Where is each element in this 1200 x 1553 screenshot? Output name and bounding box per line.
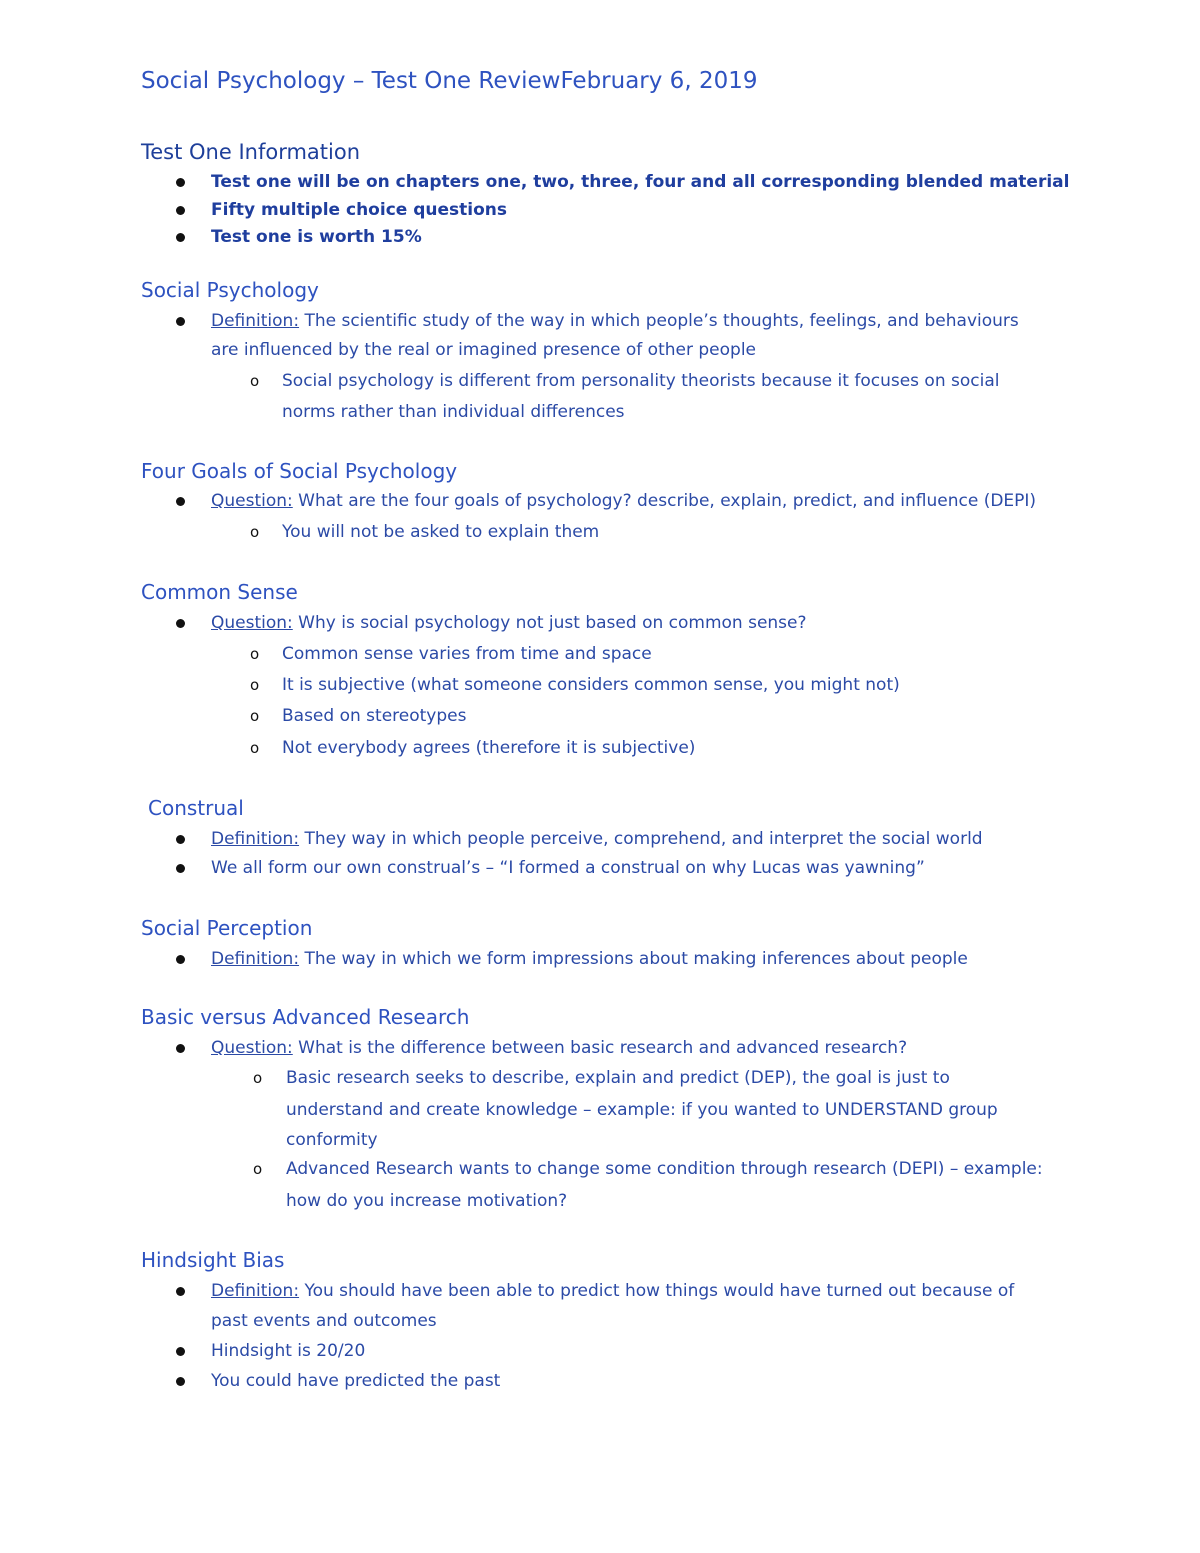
sub-bullet-icon: o [250, 372, 260, 390]
definition-label: Definition: [211, 949, 300, 969]
heading-social-perception: Social Perception [141, 916, 313, 940]
common-sense-question [211, 613, 807, 633]
heading-common-sense: Common Sense [141, 580, 298, 604]
basic-research-note: Basic research seeks to describe, explain and predict (DEP), the goal is just to [286, 1068, 950, 1088]
bullet-icon [176, 1287, 185, 1296]
sub-bullet-icon: o [250, 645, 260, 663]
basic-research-note-cont-1: understand and create knowledge – example: if you wanted to UNDERSTAND group [286, 1100, 998, 1120]
hindsight-definition-cont: past events and outcomes [211, 1311, 437, 1331]
bullet-icon [176, 835, 185, 844]
test-info-item-1: Test one will be on chapters one, two, three, four and all corresponding blended material [211, 172, 1070, 192]
social-psychology-definition-cont: are influenced by the real or imagined presence of other people [211, 340, 756, 360]
four-goals-question [211, 491, 1036, 511]
construal-definition [211, 829, 983, 849]
test-info-item-2: Fifty multiple choice questions [211, 200, 507, 220]
bullet-icon [176, 955, 185, 964]
social-psychology-note-cont: norms rather than individual differences [282, 402, 625, 422]
hindsight-item-2: Hindsight is 20/20 [211, 1341, 366, 1361]
question-text: Why is social psychology not just based on common sense? [292, 613, 807, 633]
social-psychology-definition [211, 311, 1019, 331]
definition-label: Definition: [211, 829, 300, 849]
document-title: Social Psychology – Test One ReviewFebruary 6, 2019 [141, 68, 758, 94]
bullet-icon [176, 864, 185, 873]
definition-text: The scientific study of the way in which people’s thoughts, feelings, and behaviours [299, 311, 1019, 331]
definition-text: You should have been able to predict how things would have turned out because of [299, 1281, 1015, 1301]
question-label: Question: [211, 1038, 293, 1058]
bullet-icon [176, 178, 185, 187]
bullet-icon [176, 206, 185, 215]
bullet-icon [176, 619, 185, 628]
heading-test-one-information: Test One Information [141, 140, 361, 164]
sub-bullet-icon: o [253, 1160, 263, 1178]
definition-text: They way in which people perceive, comprehend, and interpret the social world [299, 829, 983, 849]
heading-social-psychology: Social Psychology [141, 278, 319, 302]
question-label: Question: [211, 491, 293, 511]
sub-bullet-icon: o [250, 707, 260, 725]
definition-label: Definition: [211, 1281, 300, 1301]
definition-text: The way in which we form impressions about making inferences about people [299, 949, 968, 969]
common-sense-point-2: It is subjective (what someone considers common sense, you might not) [282, 675, 900, 695]
sub-bullet-icon: o [253, 1069, 263, 1087]
heading-construal: Construal [148, 796, 244, 820]
sub-bullet-icon: o [250, 676, 260, 694]
bullet-icon [176, 1377, 185, 1386]
advanced-research-note-cont: how do you increase motivation? [286, 1191, 568, 1211]
social-psychology-note: Social psychology is different from personality theorists because it focuses on social [282, 371, 1000, 391]
bullet-icon [176, 1044, 185, 1053]
question-text: What is the difference between basic research and advanced research? [292, 1038, 908, 1058]
sub-bullet-icon: o [250, 739, 260, 757]
advanced-research-note: Advanced Research wants to change some condition through research (DEPI) – example: [286, 1159, 1043, 1179]
common-sense-point-4: Not everybody agrees (therefore it is subjective) [282, 738, 696, 758]
definition-label: Definition: [211, 311, 300, 331]
heading-four-goals: Four Goals of Social Psychology [141, 459, 458, 483]
heading-basic-vs-advanced: Basic versus Advanced Research [141, 1005, 470, 1029]
basic-research-note-cont-2: conformity [286, 1130, 378, 1150]
heading-hindsight-bias: Hindsight Bias [141, 1248, 285, 1272]
sub-bullet-icon: o [250, 523, 260, 541]
social-perception-definition [211, 949, 968, 969]
four-goals-note: You will not be asked to explain them [282, 522, 600, 542]
test-info-item-3: Test one is worth 15% [211, 227, 422, 247]
bullet-icon [176, 317, 185, 326]
common-sense-point-1: Common sense varies from time and space [282, 644, 652, 664]
hindsight-definition [211, 1281, 1014, 1301]
bullet-icon [176, 497, 185, 506]
basic-advanced-question [211, 1038, 907, 1058]
question-label: Question: [211, 613, 293, 633]
hindsight-item-3: You could have predicted the past [211, 1371, 501, 1391]
question-text: What are the four goals of psychology? describe, explain, predict, and influence (DEPI) [292, 491, 1037, 511]
bullet-icon [176, 233, 185, 242]
common-sense-point-3: Based on stereotypes [282, 706, 467, 726]
bullet-icon [176, 1347, 185, 1356]
construal-example: We all form our own construal’s – “I formed a construal on why Lucas was yawning” [211, 858, 925, 878]
